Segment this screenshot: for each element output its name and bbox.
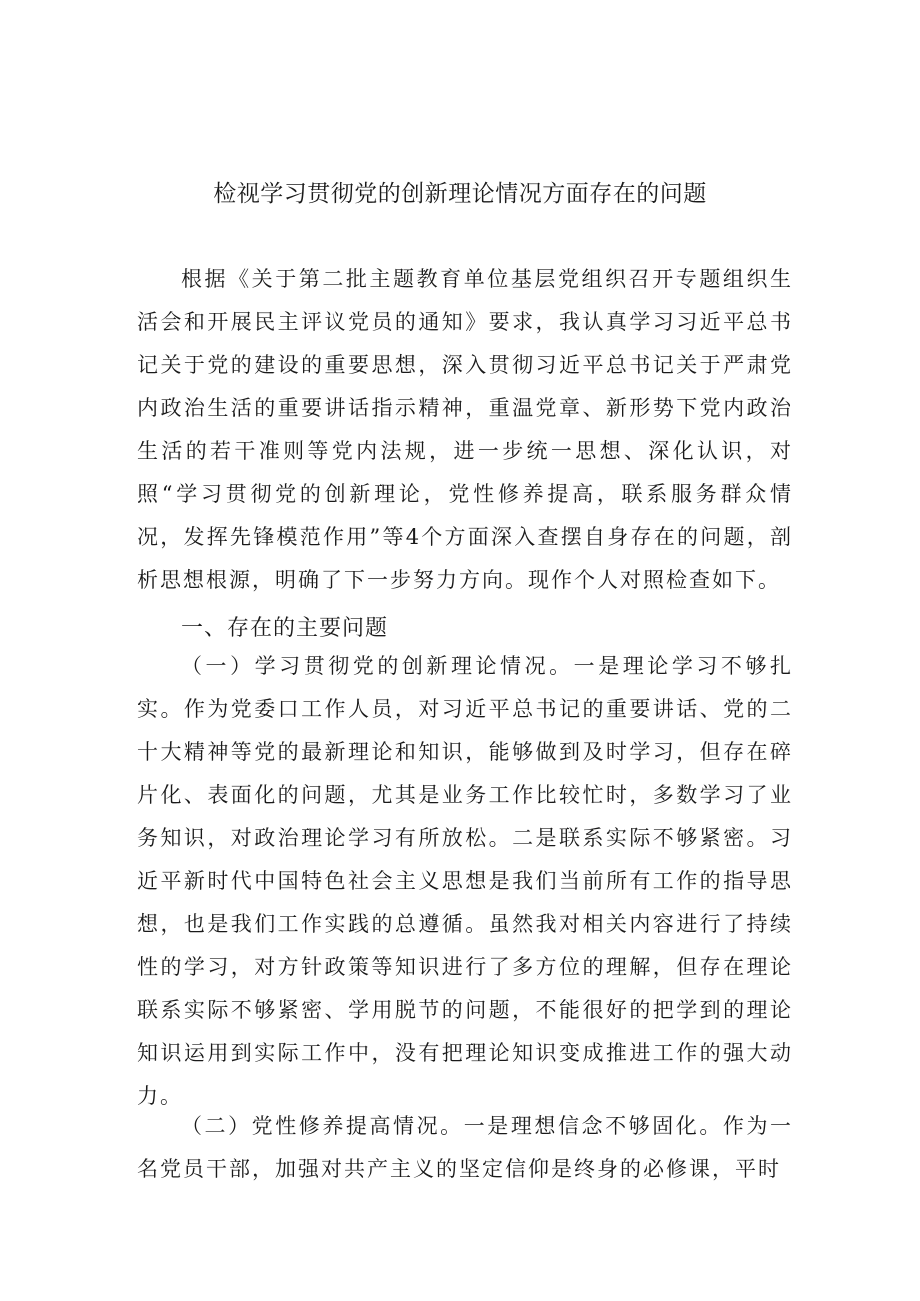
item1-paragraph: （一）学习贯彻党的创新理论情况。一是理论学习不够扎实。作为党委口工作人员，对习近平总书记的重要讲话、党的二十大精神等党的最新理论和知识，能够做到及时学习，但存在碎片化、表面化的问题，尤其是业务工作比较忙时，多数学习了业务知识，对政治理论学习有所放松。二是联系实际不够紧密。习近平新时代中国特色社会主义思想是我们当前所有工作的指导思想，也是我们工作实践的总遵循。虽然我对相关内容进行了持续性的学习，对方针政策等知识进行了多方位的理解，但存在理论联系实际不够紧密、学用脱节的问题，不能很好的把学到的理论知识运用到实际工作中，没有把理论知识变成推进工作的强大动力。 [137, 654, 793, 1108]
section-heading: 一、存在的主要问题 [181, 616, 389, 641]
intro-paragraph: 根据《关于第二批主题教育单位基层党组织召开专题组织生活会和开展民主评议党员的通知》要求，我认真学习习近平总书记关于党的建设的重要思想，深入贯彻习近平总书记关于严肃党内政治生活的重要讲话指示精神，重温党章、新形势下党内政治生活的若干准则等党内法规，进一步统一思想、深化认识，对照“学习贯彻党的创新理论，党性修养提高，联系服务群众情况，发挥先锋模范作用”等4个方面深入查摆自身存在的问题，剖析思想根源，明确了下一步努力方向。现作个人对照检查如下。 [137, 267, 793, 592]
intro-paragraph-block [137, 258, 793, 602]
item2-paragraph-block [137, 1105, 793, 1191]
item2-paragraph: （二）党性修养提高情况。一是理想信念不够固化。作为一名党员干部，加强对共产主义的坚定信仰是终身的必修课，平时 [137, 1114, 793, 1181]
item1-paragraph-block [137, 645, 793, 1118]
document-title: 检视学习贯彻党的创新理论情况方面存在的问题 [213, 181, 707, 207]
